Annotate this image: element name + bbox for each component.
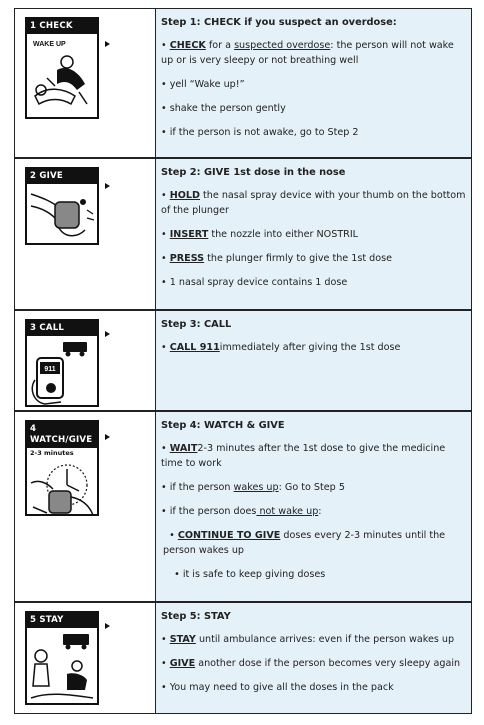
step-2-item-text: the nasal spray device with your thumb on the bottom of the plunger	[161, 190, 466, 216]
step-4-item-strong: CONTINUE TO GIVE	[177, 530, 281, 541]
step-5-item-strong: GIVE	[169, 658, 196, 669]
step-5-row	[14, 602, 472, 714]
step-5-title: Step 5: STAY	[161, 611, 231, 622]
overdose-check-icon	[27, 34, 97, 118]
step-5-item: • GIVE another dose if the person becomes very sleepy again	[161, 658, 461, 669]
step-5-item-text: until ambulance arrives: even if the person wakes up	[195, 634, 455, 645]
step-1-title: Step 1: CHECK if you suspect an overdose:	[161, 17, 397, 28]
step-1-item-text: yell “Wake up!”	[169, 79, 245, 90]
step-5-illustration-cell	[15, 603, 156, 713]
step-5-item-text: another dose if the person becomes very sleepy again	[195, 658, 461, 669]
step-3-title: Step 3: CALL	[161, 319, 232, 330]
step-3-row	[14, 310, 472, 411]
step-2-item-strong: HOLD	[169, 190, 200, 201]
step-2-item: • INSERT the nozzle into either NOSTRIL	[161, 229, 359, 240]
step-1-item-text: shake the person gently	[169, 103, 286, 114]
step-1-badge	[25, 17, 99, 119]
nasal-spray-icon	[27, 184, 97, 244]
step-3-item-strong: CALL 911	[169, 342, 220, 353]
step-4-item-text: 2-3 minutes after the 1st dose to give the medicine time to work	[161, 443, 446, 469]
step-4-item: • CONTINUE TO GIVE doses every 2-3 minutes until the person wakes up	[163, 530, 446, 556]
step-3-item: • CALL 911immediately after giving the 1st dose	[161, 342, 401, 353]
step-2-content	[156, 159, 471, 309]
step-3-content	[156, 311, 471, 410]
step-1-item: • if the person is not awake, go to Step 2	[161, 127, 359, 138]
step-4-item-text: if the person does	[169, 506, 257, 517]
step-4-badge-sub: 2-3 minutes	[30, 449, 74, 457]
step-4-badge	[25, 420, 99, 516]
step-4-item: • if the person does not wake up:	[161, 506, 322, 517]
step-2-title: Step 2: GIVE 1st dose in the nose	[161, 167, 346, 178]
step-4-item: • it is safe to keep giving doses	[168, 569, 326, 580]
step-2-badge	[25, 167, 99, 245]
step-2-badge-label: 2 GIVE	[27, 169, 97, 184]
step-4-item: • WAIT2-3 minutes after the 1st dose to give the medicine time to work	[161, 443, 446, 469]
step-4-row	[14, 411, 472, 602]
step-5-item: • You may need to give all the doses in the pack	[161, 682, 394, 693]
step-2-item: • 1 nasal spray device contains 1 dose	[161, 277, 348, 288]
step-2-illustration-cell	[15, 159, 156, 309]
step-2-item-strong: PRESS	[169, 253, 205, 264]
step-2-item: • HOLD the nasal spray device with your thumb on the bottom of the plunger	[161, 190, 466, 216]
step-5-content	[156, 603, 471, 713]
step-4-item-strong: WAIT	[169, 443, 198, 454]
chevron-right-icon	[105, 183, 110, 189]
step-2-row	[14, 158, 472, 310]
step-1-item: • yell “Wake up!”	[161, 79, 245, 90]
step-3-badge-label: 3 CALL	[27, 321, 97, 336]
phone-call-icon	[27, 336, 97, 408]
step-2-item-text: the nozzle into either NOSTRIL	[208, 229, 359, 240]
step-5-item: • STAY until ambulance arrives: even if the person wakes up	[161, 634, 455, 645]
stay-ambulance-icon	[27, 628, 97, 706]
step-4-badge-label: 4 WATCH/GIVE	[27, 422, 97, 448]
step-2-item-text: the plunger firmly to give the 1st dose	[204, 253, 393, 264]
step-1-item-text: for a	[205, 40, 235, 51]
step-4-item-text: :	[318, 506, 322, 517]
step-3-badge	[25, 319, 99, 407]
step-1-content	[156, 9, 471, 157]
step-1-badge-label: 1 CHECK	[27, 19, 97, 34]
step-2-item: • PRESS the plunger firmly to give the 1st dose	[161, 253, 393, 264]
step-1-badge-sub: WAKE UP	[33, 41, 66, 48]
step-4-item-text: : Go to Step 5	[278, 482, 345, 493]
step-1-item-text: if the person is not awake, go to Step 2	[169, 127, 359, 138]
step-3-illustration-cell	[15, 311, 156, 410]
step-2-item-text: 1 nasal spray device contains 1 dose	[169, 277, 348, 288]
step-1-item-strong: CHECK	[169, 40, 206, 51]
chevron-right-icon	[105, 623, 110, 629]
step-4-content	[156, 412, 471, 601]
step-2-item-strong: INSERT	[169, 229, 209, 240]
step-1-item-underline: suspected overdose	[234, 40, 331, 51]
step-1-item: • CHECK for a suspected overdose: the person will not wake up or is very sleepy or not breathing well	[161, 40, 454, 66]
step-1-illustration-cell	[15, 9, 156, 157]
step-4-illustration-cell	[15, 412, 156, 601]
chevron-right-icon	[105, 331, 110, 337]
step-4-item-underline: wakes up	[233, 482, 279, 493]
step-3-item-text: immediately after giving the 1st dose	[219, 342, 401, 353]
step-4-item-text: if the person	[169, 482, 234, 493]
chevron-right-icon	[105, 41, 110, 47]
step-4-item-text: doses every 2-3 minutes until the person wakes up	[163, 530, 446, 556]
step-1-item-text: : the person will not wake up or is very sleepy or not breathing well	[161, 40, 454, 66]
step-5-badge	[25, 611, 99, 705]
watch-give-icon	[27, 457, 97, 527]
step-4-item-underline: not wake up	[256, 506, 319, 517]
step-5-badge-label: 5 STAY	[27, 613, 97, 628]
chevron-right-icon	[105, 434, 110, 440]
step-5-item-text: You may need to give all the doses in the pack	[169, 682, 394, 693]
phone-911-label: 911	[44, 366, 56, 373]
step-1-item: • shake the person gently	[161, 103, 286, 114]
step-4-item-text: it is safe to keep giving doses	[182, 569, 326, 580]
step-5-item-strong: STAY	[169, 634, 196, 645]
step-4-title: Step 4: WATCH & GIVE	[161, 420, 285, 431]
step-1-row	[14, 8, 472, 158]
step-4-item: • if the person wakes up: Go to Step 5	[161, 482, 345, 493]
